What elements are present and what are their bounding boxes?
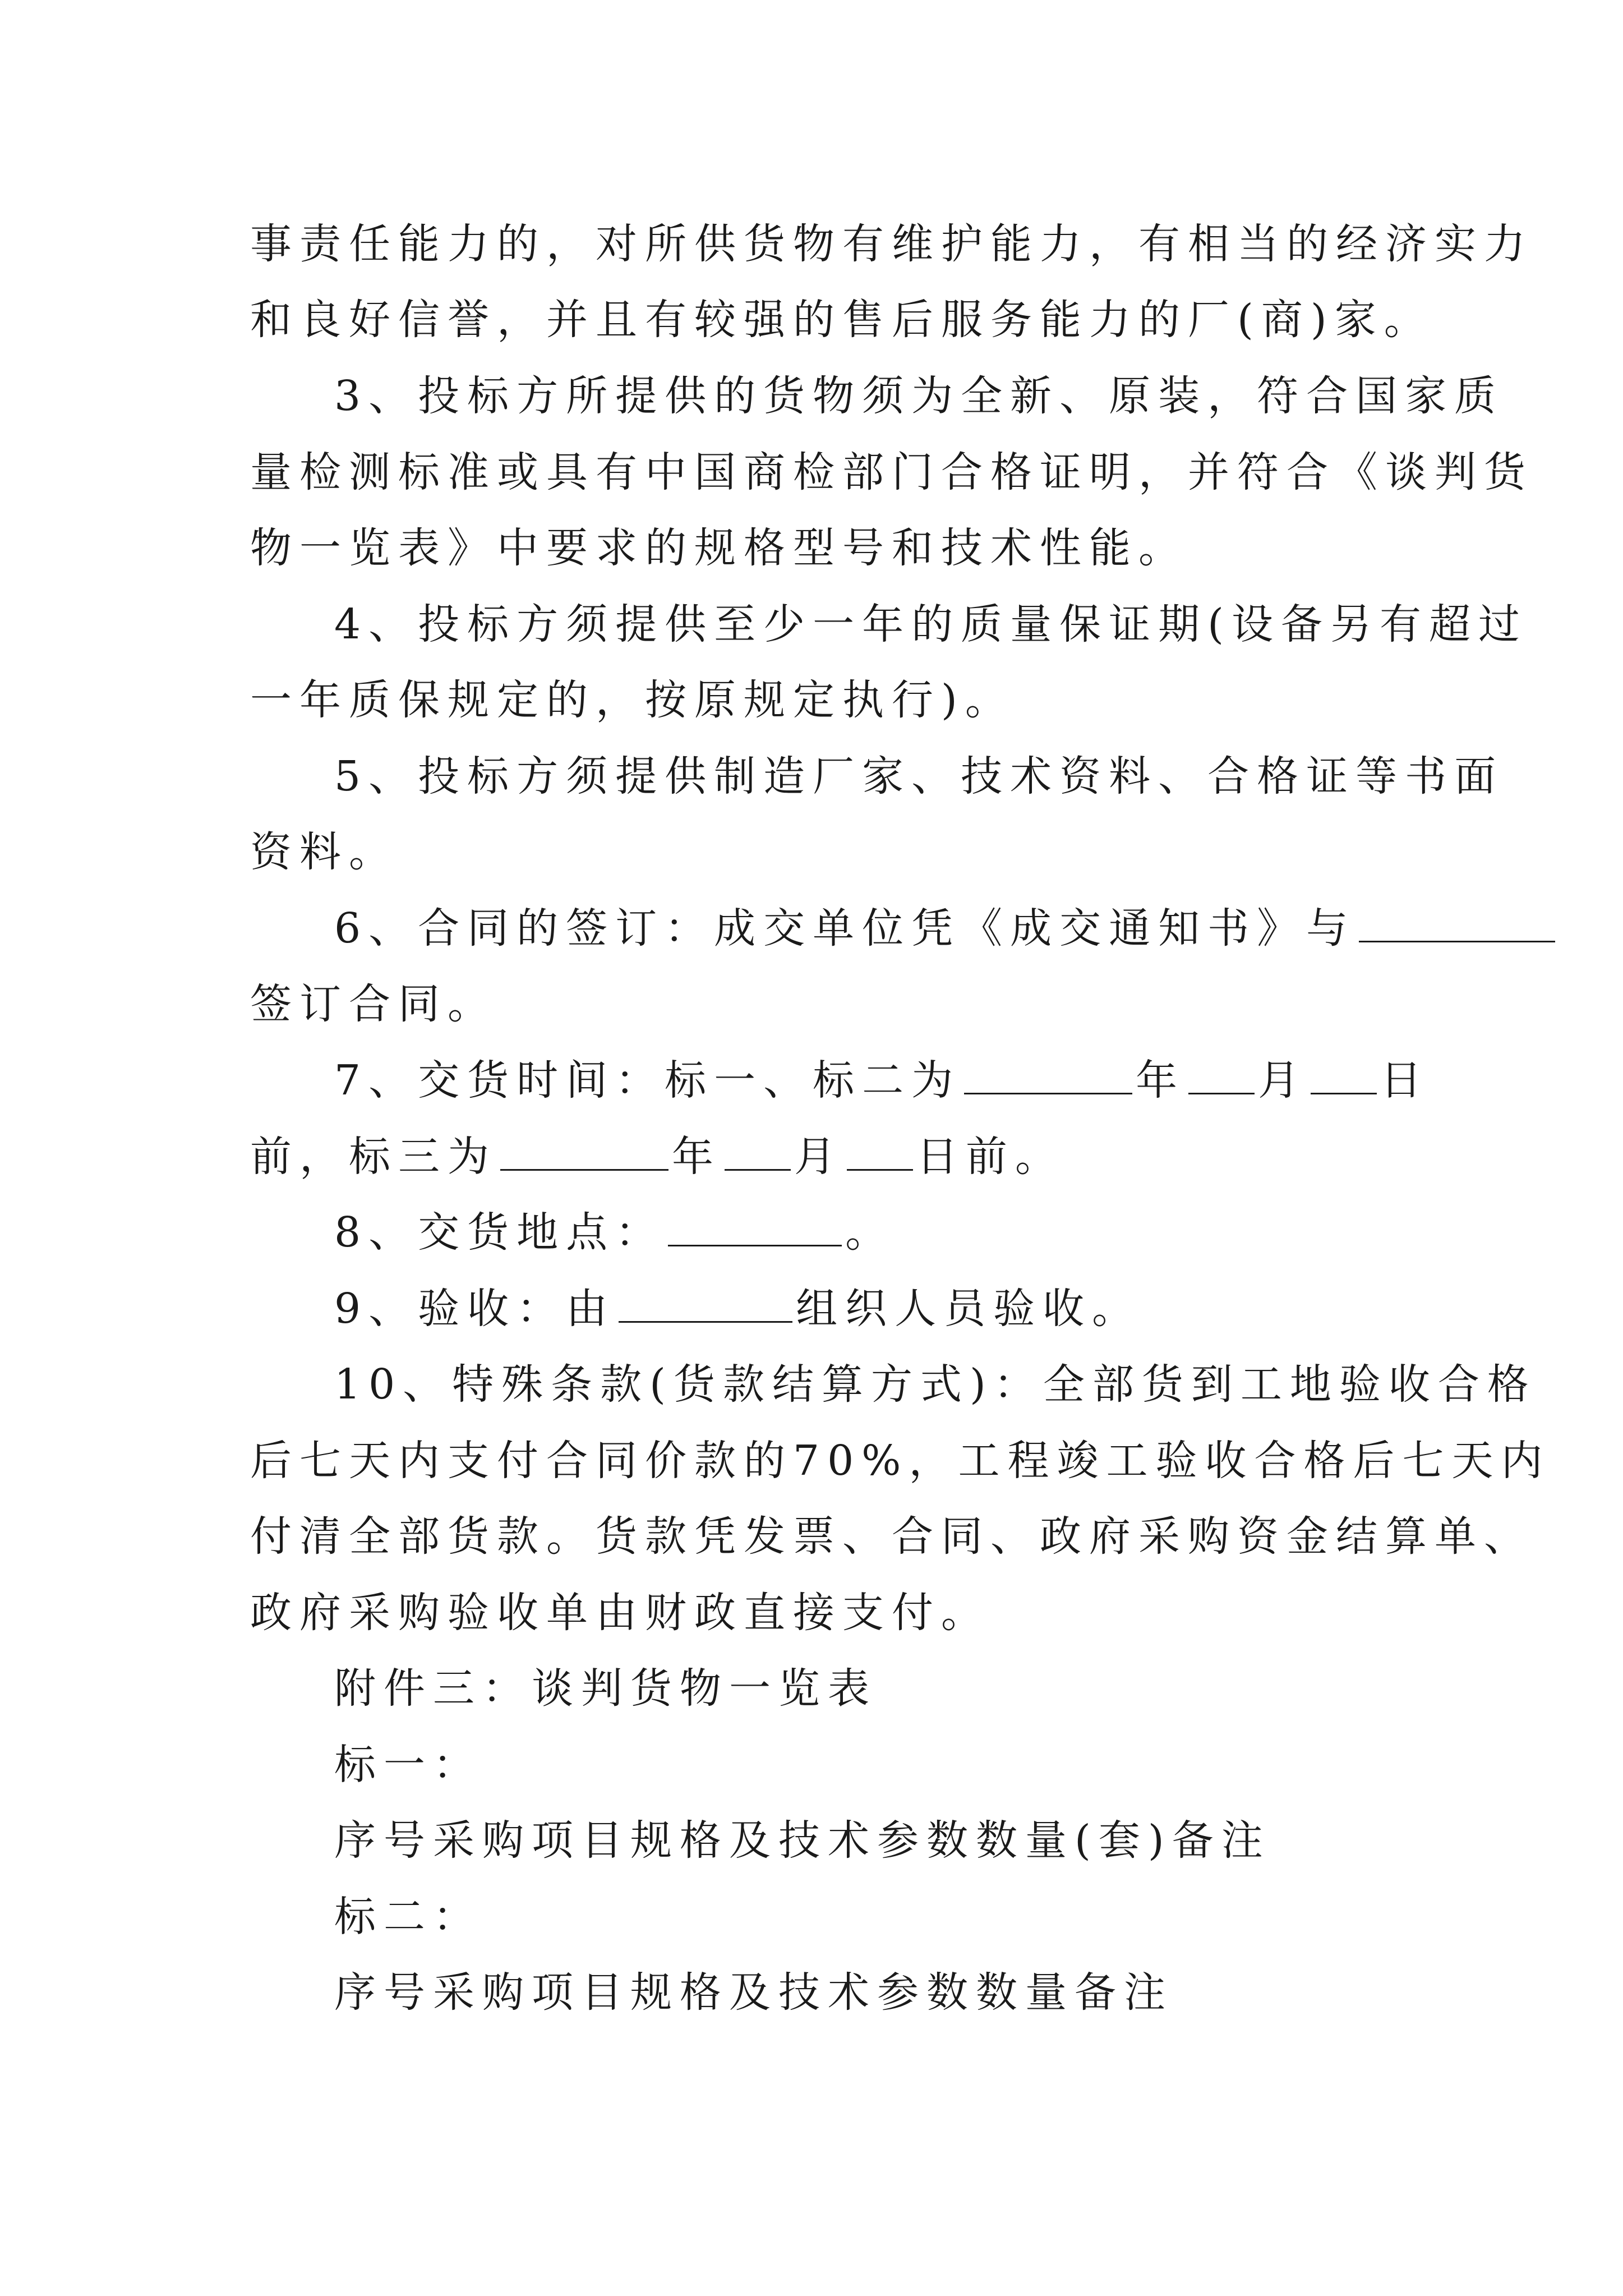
text: 。 — [845, 1208, 895, 1257]
text: 一年质保规定的，按原规定执行)。 — [250, 676, 1015, 724]
text: 政府采购验收单由财政直接支付。 — [250, 1589, 990, 1637]
fill-blank-month — [725, 1130, 791, 1171]
text: 8、交货地点： — [334, 1208, 665, 1257]
lot-1-label — [0, 1737, 1623, 1793]
text: 标二： — [334, 1893, 482, 1941]
text: 签订合同。 — [250, 980, 497, 1028]
fill-blank-day — [1311, 1053, 1377, 1094]
clause-7-line-1 — [0, 1052, 1623, 1108]
clause-3-line-2 — [0, 444, 1623, 500]
clause-4-line-2 — [0, 672, 1623, 728]
clause-6-line-2 — [0, 976, 1623, 1032]
clause-10-line-1 — [0, 1356, 1623, 1412]
clause-6-line-1 — [0, 900, 1623, 956]
text: 月 — [1258, 1056, 1308, 1105]
fill-blank-year — [964, 1053, 1132, 1094]
text: 9、验收：由 — [334, 1285, 616, 1333]
clause-7-line-2 — [0, 1129, 1623, 1185]
paragraph-line — [0, 292, 1623, 348]
fill-blank — [1359, 901, 1555, 942]
clause-10-line-2 — [0, 1433, 1623, 1489]
text: 6、合同的签订：成交单位凭《成交通知书》与 — [334, 904, 1356, 953]
text: 序号采购项目规格及技术参数数量(套)备注 — [334, 1816, 1271, 1865]
paragraph-line — [0, 216, 1623, 272]
annex-title — [0, 1660, 1623, 1717]
fill-blank-month — [1188, 1053, 1255, 1094]
clause-10-line-4 — [0, 1585, 1623, 1641]
lot-2-label — [0, 1889, 1623, 1945]
fill-blank-day — [847, 1130, 913, 1171]
fill-blank — [619, 1282, 792, 1323]
fill-blank-year — [500, 1130, 668, 1171]
clause-5-line-2 — [0, 824, 1623, 880]
text: 和良好信誉，并且有较强的售后服务能力的厂(商)家。 — [250, 296, 1433, 344]
clause-3-line-1 — [0, 368, 1623, 424]
clause-9 — [0, 1281, 1623, 1337]
text: 物一览表》中要求的规格型号和技术性能。 — [250, 524, 1188, 572]
lot-1-table-header — [0, 1812, 1623, 1869]
text: 标一： — [334, 1741, 482, 1789]
text: 年 — [1136, 1056, 1186, 1105]
text: 日前。 — [916, 1133, 1064, 1181]
text: 日 — [1380, 1056, 1430, 1105]
text: 附件三：谈判货物一览表 — [334, 1664, 877, 1713]
text: 事责任能力的，对所供货物有维护能力，有相当的经济实力 — [250, 220, 1533, 268]
text: 组织人员验收。 — [796, 1285, 1142, 1333]
text: 序号采购项目规格及技术参数数量备注 — [334, 1968, 1173, 2017]
text: 3、投标方所提供的货物须为全新、原装，符合国家质 — [334, 372, 1504, 420]
clause-3-line-3 — [0, 520, 1623, 576]
lot-2-table-header — [0, 1964, 1623, 2021]
text: 4、投标方须提供至少一年的质量保证期(设备另有超过 — [334, 600, 1528, 648]
text: 7、交货时间：标一、标二为 — [334, 1056, 961, 1105]
clause-4-line-1 — [0, 596, 1623, 652]
clause-5-line-1 — [0, 748, 1623, 804]
text: 后七天内支付合同价款的70%，工程竣工验收合格后七天内 — [250, 1437, 1551, 1485]
text: 前，标三为 — [250, 1133, 497, 1181]
text: 月 — [794, 1133, 843, 1181]
text: 量检测标准或具有中国商检部门合格证明，并符合《谈判货 — [250, 448, 1533, 496]
clause-10-line-3 — [0, 1508, 1623, 1565]
text: 10、特殊条款(货款结算方式)：全部货到工地验收合格 — [334, 1360, 1537, 1409]
fill-blank — [668, 1205, 842, 1246]
clause-8 — [0, 1204, 1623, 1260]
text: 资料。 — [250, 828, 398, 876]
text: 年 — [672, 1133, 721, 1181]
text: 5、投标方须提供制造厂家、技术资料、合格证等书面 — [334, 752, 1504, 800]
text: 付清全部货款。货款凭发票、合同、政府采购资金结算单、 — [250, 1512, 1533, 1561]
